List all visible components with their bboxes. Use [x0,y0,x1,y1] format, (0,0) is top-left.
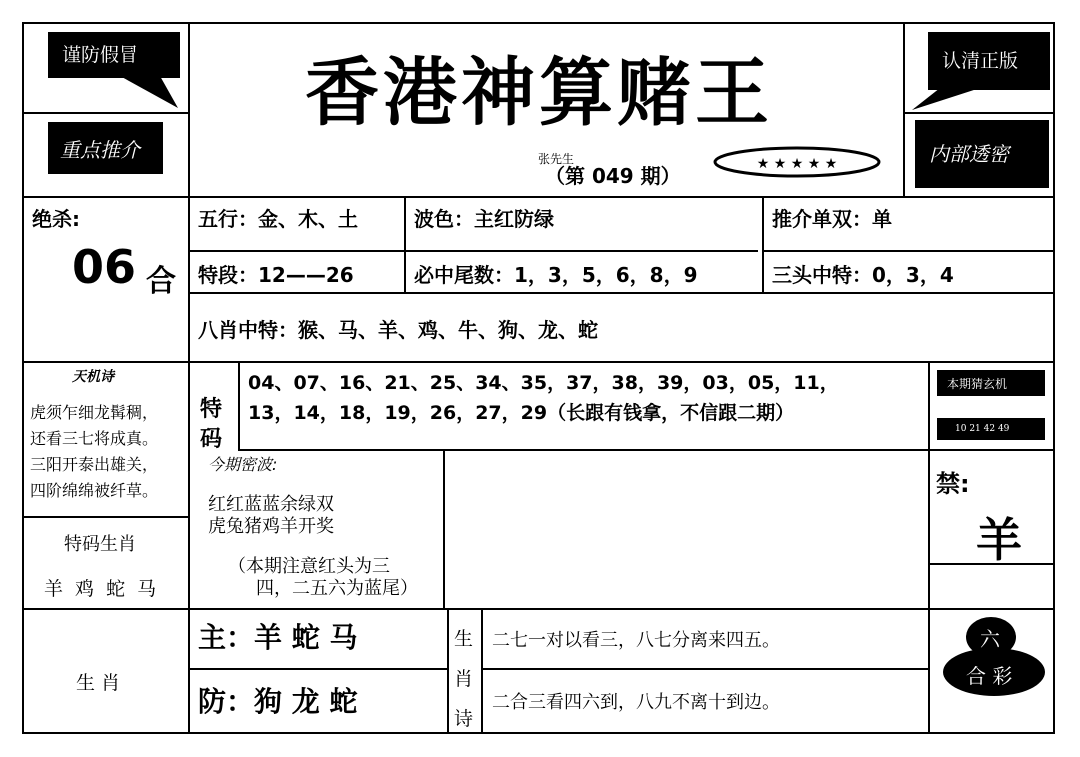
right-mid-label: 内部透密 [929,142,1009,166]
weishu-text: 必中尾数：1，3，5，6，8，9 [414,263,698,287]
wuxing-text: 五行：金、木、土 [198,207,358,231]
divider [762,196,764,292]
divider [762,250,1055,252]
badge-top-text: 六 [980,627,1000,651]
jin-label: 禁: [936,470,970,498]
kill-suffix: 合 [146,264,176,299]
bubble-tail-icon [912,88,982,112]
divider [22,196,1055,198]
issue-number: （第 049 期） [545,164,681,188]
shi-label: 诗 [454,708,474,730]
tianji-line: 还看三七将成真。 [30,429,159,448]
shengxiao-main: 主：羊 蛇 马 [198,621,358,654]
divider [188,292,1055,294]
page-title: 香港神算赌王 [305,50,773,136]
tianji-line: 四阶绵绵被纤草。 [30,481,159,500]
tema-label: 特 [200,397,223,422]
tema-numbers: 13，14，18，19，26，27，29（长跟有钱拿，不信跟二期） [248,402,795,424]
shi-line: 二七一对以看三，八七分离来四五。 [492,630,780,651]
author-name: 张先生 [538,152,575,166]
divider [238,361,240,449]
divider [188,608,190,734]
tema-label: 码 [200,427,223,452]
xuanji-label: 本期猜玄机 [947,377,1008,391]
xuanji-numbers: 10 21 42 49 [955,424,1010,434]
divider [928,608,930,734]
tianji-label: 天机诗 [72,369,114,385]
stamp-icon [712,144,882,184]
baxiao-text: 八肖中特：猴、马、羊、鸡、牛、狗、龙、蛇 [198,318,598,342]
divider [238,449,1055,451]
divider [188,668,447,670]
tema-numbers: 04、07、16、21、25、34、35，37，38，39，03，05，11， [248,372,839,394]
divider [903,22,905,197]
shi-label: 生 [454,628,474,650]
divider [188,250,758,252]
tianji-line: 虎须乍细龙髯稠， [30,403,159,422]
kill-value: 06 [72,240,137,294]
divider [404,196,406,292]
left-top-label: 谨防假冒 [62,44,139,66]
jin-value: 羊 [976,513,1022,567]
divider [447,608,449,734]
divider [188,196,190,362]
bubble-tail-icon [120,76,180,110]
shi-line: 二合三看四六到，八九不离十到边。 [492,692,780,713]
shengxiao-label: 生 肖 [76,672,121,694]
divider [22,608,1055,610]
mibo-line: 虎兔猪鸡羊开奖 [208,516,334,537]
divider [903,112,1055,114]
divider [928,361,930,609]
divider [22,516,190,518]
xuanji-numbers-box [937,418,1045,440]
divider [443,449,445,609]
kill-label: 绝杀: [32,207,80,231]
divider [481,668,928,670]
badge-bottom-text: 合 彩 [966,664,1013,688]
teduan-text: 特段：12——26 [198,263,354,287]
mibo-note: 四，二五六为蓝尾） [256,578,418,599]
divider [481,608,483,734]
tianji-line: 三阳开泰出雄关， [30,455,159,474]
tema-shengxiao-label: 特码生肖 [64,534,136,555]
divider [22,361,1055,363]
tema-shengxiao-value: 羊 鸡 蛇 马 [44,578,160,600]
shengxiao-fang: 防：狗 龙 蛇 [198,685,358,718]
divider [188,22,190,197]
xuanji-box [937,370,1045,396]
right-top-label: 认清正版 [942,50,1019,72]
bose-text: 波色：主红防绿 [414,207,554,231]
divider [188,361,190,609]
divider [22,112,190,114]
mibo-note: （本期注意红头为三 [228,556,390,577]
right-mid-box [915,120,1049,188]
mibo-line: 红红蓝蓝余绿双 [208,494,334,515]
left-mid-label: 重点推介 [60,138,140,162]
shi-label: 肖 [454,668,474,690]
left-top-bubble [48,32,180,78]
santou-text: 三头中特：0，3，4 [772,263,954,287]
danshuang-text: 推介单双：单 [772,207,892,231]
left-mid-box [48,122,163,174]
mibo-label: 今期密波: [208,455,278,474]
right-top-bubble [928,32,1050,90]
svg-text:★ ★ ★ ★ ★: ★ ★ ★ ★ ★ [756,156,838,172]
